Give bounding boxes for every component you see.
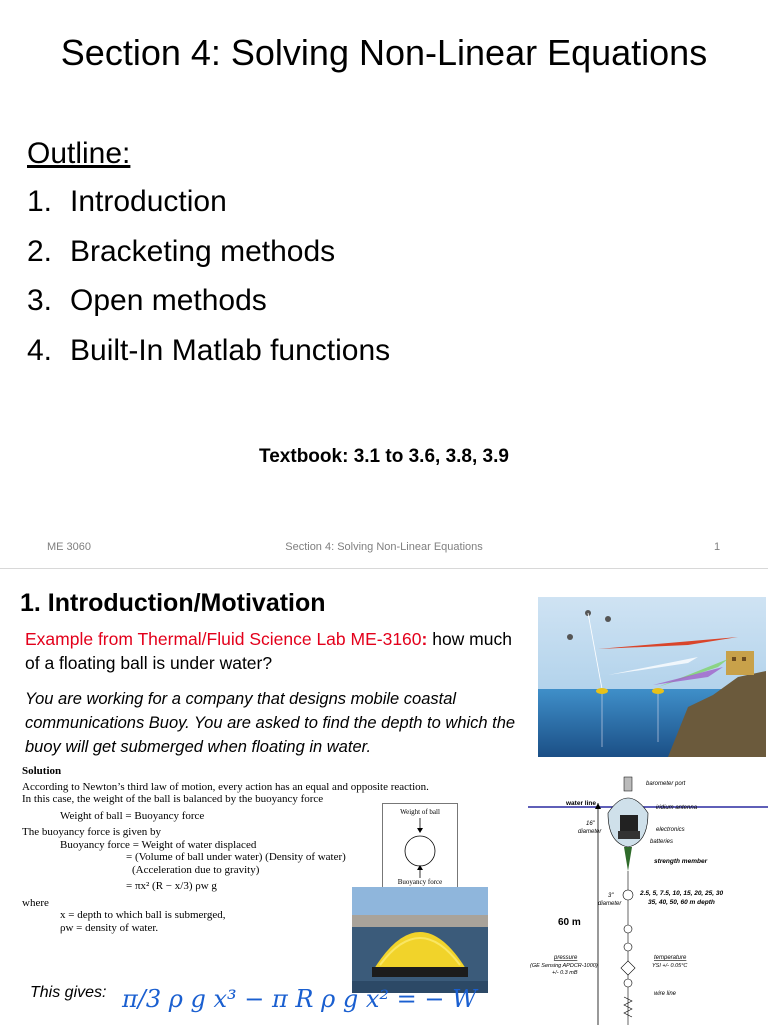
slide-title: Section 4: Solving Non-Linear Equations <box>60 32 708 73</box>
outline-list <box>27 182 390 380</box>
svg-text:3": 3" <box>608 893 614 899</box>
slide-title: 1. Introduction/Motivation <box>20 589 326 617</box>
svg-text:35, 40, 50, 60 m depth: 35, 40, 50, 60 m depth <box>648 899 715 906</box>
svg-text:strength member: strength member <box>654 858 708 865</box>
slide-2 <box>0 568 768 1025</box>
outline-item: 1. Introduction <box>27 185 227 218</box>
label-antenna: iridium antenna <box>656 805 698 811</box>
svg-text:16": 16" <box>586 821 595 827</box>
example-question: how much of a floating ball is under water? <box>25 629 512 673</box>
example-source: Example from Thermal/Fluid Science Lab ME-3160 <box>25 629 422 649</box>
handwritten-equation <box>120 969 477 1021</box>
svg-text:temperature: temperature <box>654 955 687 961</box>
svg-text:batteries: batteries <box>650 839 674 845</box>
task-description: You are working for a company that designs mobile coastal communications Buoy. You are asked to find the depth to which the buoy will get submerged when floating in water. <box>25 690 516 756</box>
svg-text:diameter: diameter <box>598 901 622 907</box>
textbook-reference: Textbook: 3.1 to 3.6, 3.8, 3.9 <box>259 446 509 467</box>
outline-item: 4. Built-In Matlab functions <box>27 333 391 367</box>
outline-item: 3. Open methods <box>27 284 267 317</box>
svg-text:+/- 0.3 mB: +/- 0.3 mB <box>552 970 578 976</box>
label-water-line: water line <box>566 800 596 807</box>
svg-text:2.5, 5, 7.5, 10, 15, 20, 25, 3: 2.5, 5, 7.5, 10, 15, 20, 25, 30 <box>640 890 724 897</box>
svg-text:wire line: wire line <box>654 991 677 997</box>
footer-course: ME 3060 <box>47 541 92 553</box>
free-body-diagram: Weight of ball Buoyancy force <box>382 803 458 891</box>
solution-excerpt: Solution According to Newton’s third law of motion, every action has an equal and opposite reaction. In this case, the weight of the ball is balanced by the buoyancy force Weight of ball = Buoyancy force The buoyancy force is given by Buoyancy force = Weight of water displaced = (Volume of ball under water) (Density of water) (Acceleration due to gravity) = πx² (R − x/3) ρw g where x = depth to which ball is submerged, ρw = density of water. <box>22 765 462 934</box>
example-text: Example from Thermal/Fluid Science Lab ME-3160: how much of a floating ball is under water? <box>25 629 512 673</box>
svg-text:electronics: electronics <box>656 827 685 833</box>
footer-section: Section 4: Solving Non-Linear Equations <box>285 541 483 553</box>
solution-heading: Solution <box>22 765 62 777</box>
svg-text:60 m: 60 m <box>558 917 581 928</box>
svg-text:(GE Sensing APDCR-1000): (GE Sensing APDCR-1000) <box>530 963 598 969</box>
svg-text:π/3 ρ g x³ − π R ρ g x² = − W: π/3 ρ g x³ − π R ρ g x² = − W <box>122 985 477 1013</box>
outline-item: 2. Bracketing methods <box>27 234 336 268</box>
buoy-communication-illustration <box>538 597 766 757</box>
buoy-mooring-diagram <box>528 773 768 1025</box>
svg-text:YSI +/- 0.05°C: YSI +/- 0.05°C <box>652 963 688 969</box>
label-barometer: barometer port <box>646 781 686 787</box>
outline-heading: Outline: <box>27 137 131 170</box>
this-gives-label: This gives: <box>30 984 107 1001</box>
svg-text:diameter: diameter <box>578 829 602 835</box>
footer-page-number: 1 <box>714 541 721 553</box>
svg-text:pressure: pressure <box>554 955 578 961</box>
